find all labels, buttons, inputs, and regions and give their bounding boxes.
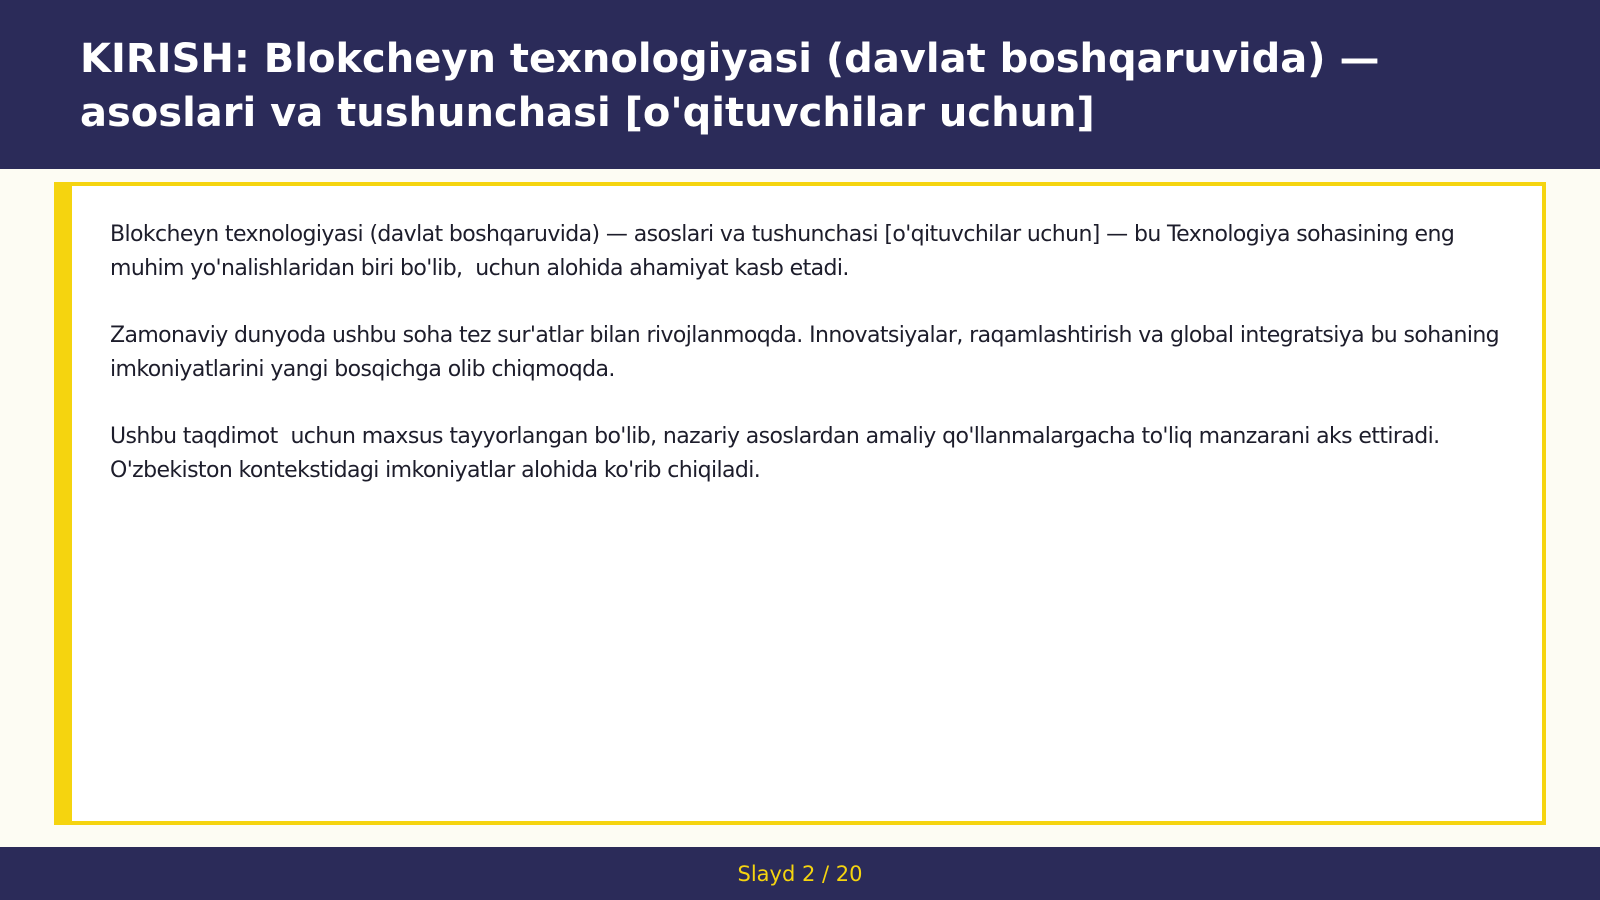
paragraph-2: Zamonaviy dunyoda ushbu soha tez sur'atlar bilan rivojlanmoqda. Innovatsiyalar, raqamlashtirish va global integratsiya bu sohaning imkoniyatlarini yangi bosqichga olib chiqmoqda. <box>110 323 1506 382</box>
paragraph-3: Ushbu taqdimot uchun maxsus tayyorlangan bo'lib, nazariy asoslardan amaliy qo'llanmalargacha to'liq manzarani aks ettiradi. O'zbekiston kontekstidagi imkoniyatlar alohida ko'rib chiqiladi. <box>110 424 1446 483</box>
content-card <box>54 182 1546 825</box>
slide-title: KIRISH: Blokcheyn texnologiyasi (davlat boshqaruvida) — asoslari va tushunchasi [o'qituvchilar uchun] <box>80 36 1380 136</box>
slide-footer <box>0 847 1600 900</box>
slide-header <box>0 0 1600 169</box>
slide-number: Slayd 2 / 20 <box>737 861 863 886</box>
paragraph-1: Blokcheyn texnologiyasi (davlat boshqaruvida) — asoslari va tushunchasi [o'qituvchilar uchun] — bu Texnologiya sohasining eng muhim yo'nalishlaridan biri bo'lib, uchun alohida ahamiyat kasb etadi. <box>110 222 1461 281</box>
